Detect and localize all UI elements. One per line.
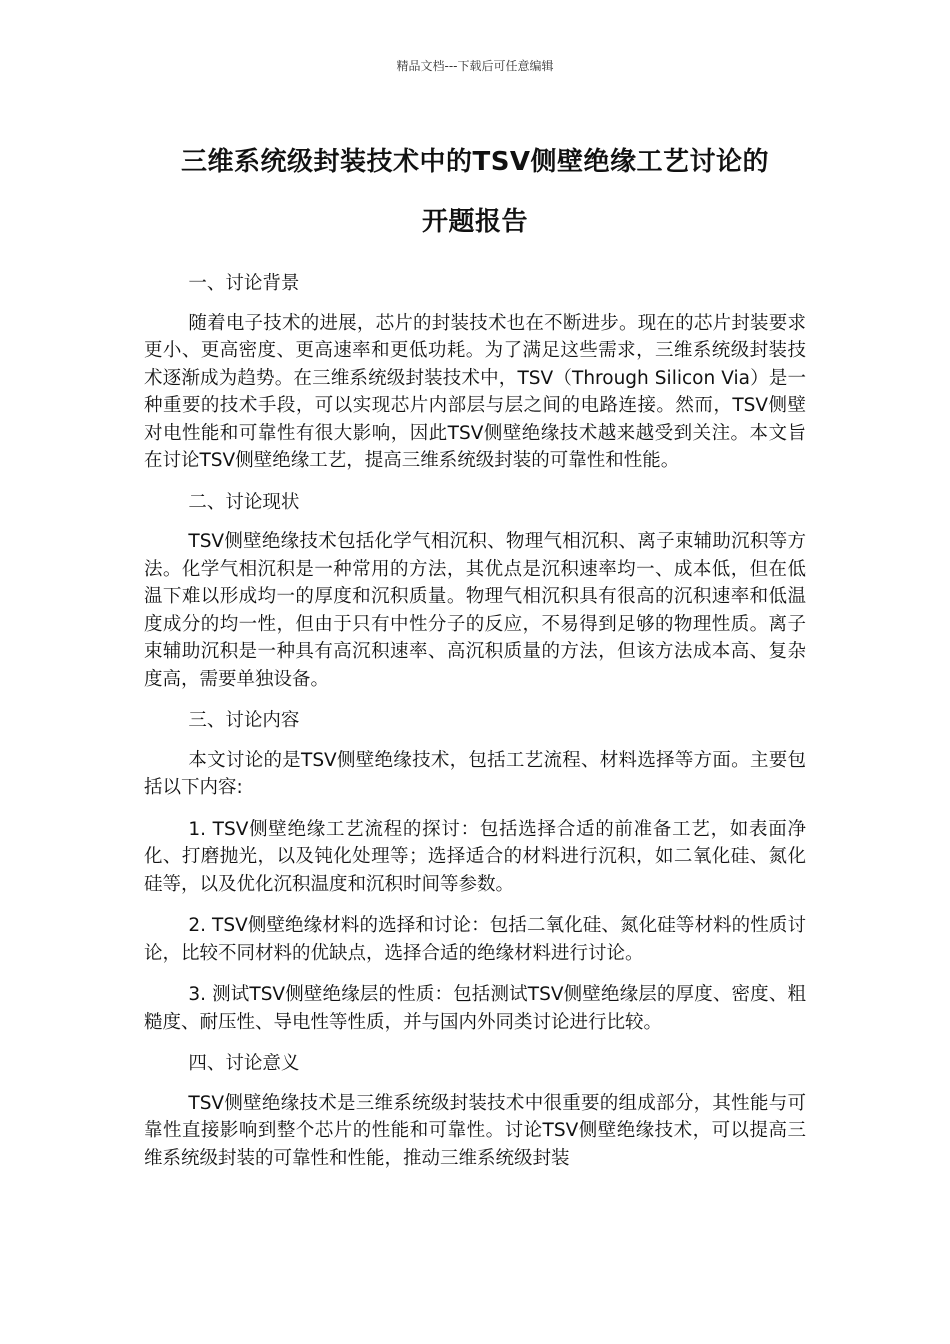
paragraph-content-intro: 本文讨论的是TSV侧壁绝缘技术，包括工艺流程、材料选择等方面。主要包括以下内容: [144, 749, 806, 798]
list-item-process: 1. TSV侧壁绝缘工艺流程的探讨：包括选择合适的前准备工艺，如表面净化、打磨抛光，以及钝化处理等；选择适合的材料进行沉积，如二氧化硅、氮化硅等，以及优化沉积温度和沉积时间等参数。 [144, 818, 806, 895]
document-title-line-1: 三维系统级封装技术中的TSV侧壁绝缘工艺讨论的 [180, 147, 770, 177]
paragraph-status: TSV侧壁绝缘技术包括化学气相沉积、物理气相沉积、离子束辅助沉积等方法。化学气相沉积是一种常用的方法，其优点是沉积速率均一、成本低，但在低温下难以形成均一的厚度和沉积质量。物理气相沉积具有很高的沉积速率和低温度成分的均一性，但由于只有中性分子的反应，不易得到足够的物理性质。离子束辅助沉积是一种具有高沉积速率、高沉积质量的方法，但该方法成本高、复杂度高，需要单独设备。 [144, 531, 806, 690]
section-heading-background: 一、讨论背景 [188, 273, 300, 294]
section-heading-content: 三、讨论内容 [188, 710, 300, 731]
paragraph-background: 随着电子技术的进展，芯片的封装技术也在不断进步。现在的芯片封装要求更小、更高密度、更高速率和更低功耗。为了满足这些需求，三维系统级封装技术逐渐成为趋势。在三维系统级封装技术中，TSV（Through Silicon Via）是一种重要的技术手段，可以实现芯片内部层与层之间的电路连接。然而，TSV侧壁对电性能和可靠性有很大影响，因此TSV侧壁绝缘技术越来越受到关注。本文旨在讨论TSV侧壁绝缘工艺，提高三维系统级封装的可靠性和性能。 [144, 312, 806, 471]
document-title-line-2: 开题报告 [421, 207, 528, 237]
document-body [144, 270, 806, 1172]
list-item-testing: 3. 测试TSV侧壁绝缘层的性质：包括测试TSV侧壁绝缘层的厚度、密度、粗糙度、耐压性、导电性等性质，并与国内外同类讨论进行比较。 [144, 984, 806, 1033]
list-item-materials: 2. TSV侧壁绝缘材料的选择和讨论：包括二氧化硅、氮化硅等材料的性质讨论，比较不同材料的优缺点，选择合适的绝缘材料进行讨论。 [144, 915, 806, 964]
paragraph-significance: TSV侧壁绝缘技术是三维系统级封装技术中很重要的组成部分，其性能与可靠性直接影响到整个芯片的性能和可靠性。讨论TSV侧壁绝缘技术，可以提高三维系统级封装的可靠性和性能，推动三维系统级封装 [144, 1092, 806, 1169]
section-heading-significance: 四、讨论意义 [188, 1053, 300, 1074]
page-header-note: 精品文档---下载后可任意编辑 [396, 59, 554, 73]
document-title [120, 132, 830, 252]
section-heading-status: 二、讨论现状 [188, 491, 300, 513]
